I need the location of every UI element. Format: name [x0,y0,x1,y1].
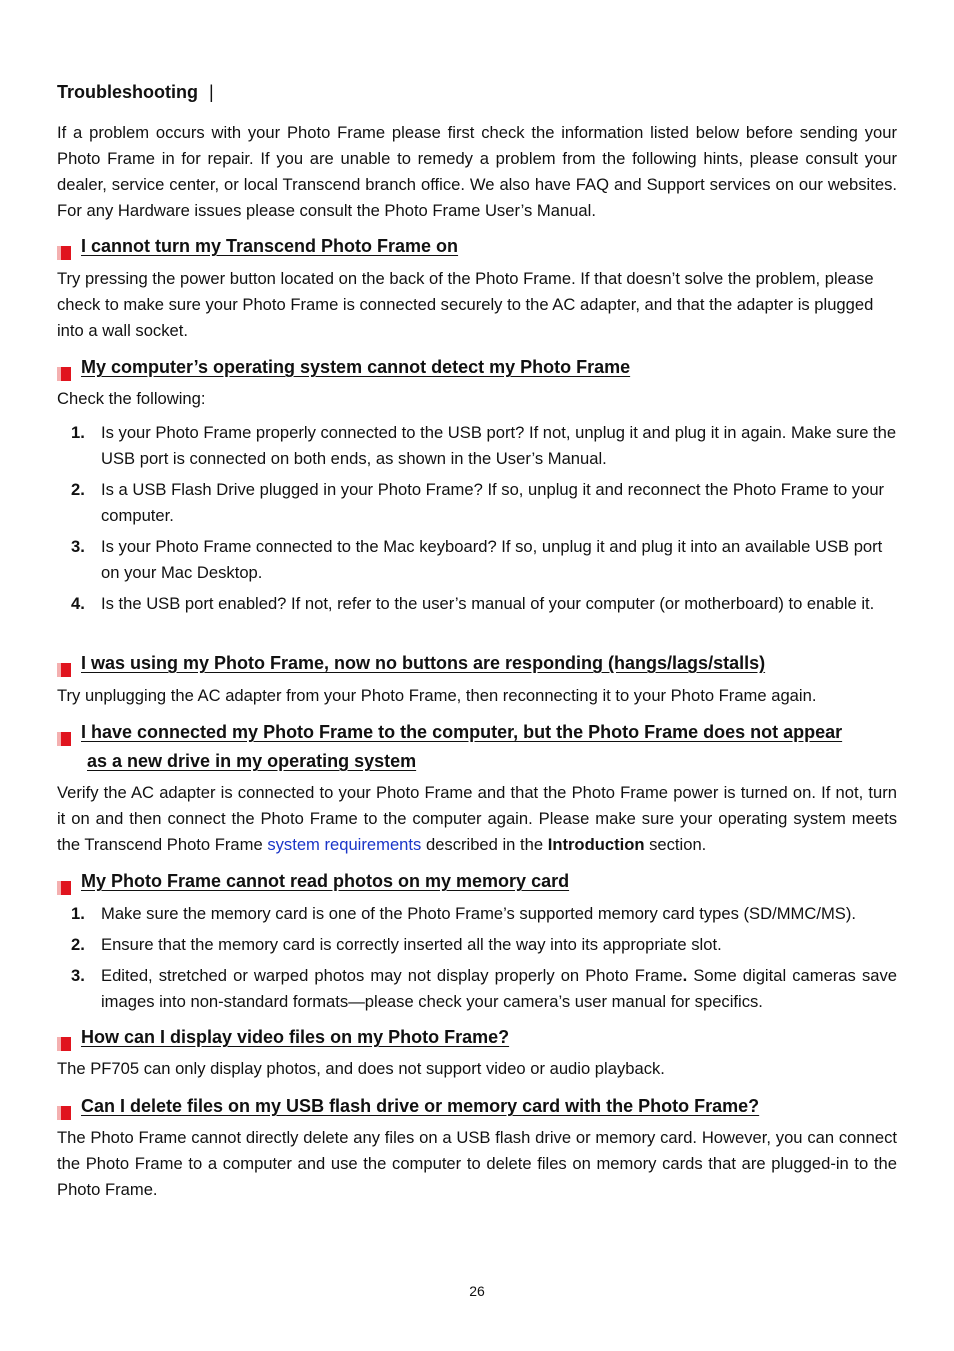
list-item [57,534,897,586]
list-item-text: Some digital cameras save images into non-standard formats—please check your camera’s user manual for specifics. [101,966,897,1011]
list-number: 4. [71,594,85,613]
list-item [57,932,897,958]
section-heading-hangs [57,649,897,678]
introduction-bold: Introduction [547,835,645,854]
list-number: 3. [71,537,85,556]
list-item-text: Is your Photo Frame properly connected to the USB port? If not, unplug it and plug it in again. Make sure the USB port is connected on both ends, as shown in the User’s Manual. [101,423,897,468]
list-number: 2. [71,480,85,499]
body-text: Verify the AC adapter is connected to your Photo Frame and that the Photo Frame power is turned on. If not, turn it on and then connect the Photo Frame to the computer again. Please make sure your operating system meets the Transcend Photo Frame [57,783,897,854]
title-text: Troubleshooting [57,82,198,102]
section-heading-video [57,1023,897,1052]
section-heading-text: I cannot turn my Transcend Photo Frame on [81,236,459,256]
title-bar: | [209,82,214,102]
red-square-bullet-icon [57,1100,71,1114]
list-number: 1. [71,423,85,442]
section-body-detect: Check the following: [57,389,206,408]
list-item-text: Is your Photo Frame connected to the Mac keyboard? If so, unplug it and plug it into an available USB port on your Mac Desktop. [101,537,883,582]
list-item [57,963,897,1015]
section-heading-text-line2: as a new drive in my operating system [87,751,417,771]
red-square-bullet-icon [57,875,71,889]
section-body-hangs: Try unplugging the AC adapter from your Photo Frame, then reconnecting it to your Photo Frame again. [57,686,817,705]
list-item [57,420,897,472]
list-item [57,901,897,927]
section-heading-delete [57,1092,897,1121]
list-number: 2. [71,935,85,954]
list-item-text: Ensure that the memory card is correctly inserted all the way into its appropriate slot. [101,935,722,954]
section-body-power: Try pressing the power button located on the back of the Photo Frame. If that doesn’t solve the problem, please check to make sure your Photo Frame is connected securely to the AC adapter, and that the adapter is plugged into a wall socket. [57,269,874,340]
section-heading-new-drive [57,718,897,776]
section-heading-memory-card [57,867,897,896]
list-item-text: Edited, stretched or warped photos may not display properly on Photo Frame [101,966,683,985]
list-item-bold: . [682,966,688,985]
red-square-bullet-icon [57,1031,71,1045]
list-item-text: Is the USB port enabled? If not, refer to the user’s manual of your computer (or motherboard) to enable it. [101,594,875,613]
section-heading-text: Can I delete files on my USB flash drive or memory card with the Photo Frame? [81,1096,760,1116]
body-text: described in the [421,835,548,854]
section-body-delete: The Photo Frame cannot directly delete any files on a USB flash drive or memory card. However, you can connect the Photo Frame to a computer and use the computer to delete files on memory cards that are plugged-in to the Photo Frame. [57,1128,897,1199]
section-heading-text: My computer’s operating system cannot detect my Photo Frame [81,357,631,377]
red-square-bullet-icon [57,240,71,254]
section-heading-power [57,232,897,261]
red-square-bullet-icon [57,361,71,375]
section-heading-detect [57,353,897,382]
list-item [57,477,897,529]
list-item-text: Is a USB Flash Drive plugged in your Photo Frame? If so, unplug it and reconnect the Photo Frame to your computer. [101,480,885,525]
page-number: 26 [469,1283,485,1299]
list-number: 3. [71,966,85,985]
detect-checklist [57,420,897,622]
red-square-bullet-icon [57,726,71,740]
section-heading-text: How can I display video files on my Photo Frame? [81,1027,510,1047]
section-body-new-drive [57,780,897,858]
list-number: 1. [71,904,85,923]
section-heading-text: I was using my Photo Frame, now no buttons are responding (hangs/lags/stalls) [81,653,766,673]
list-item [57,591,897,617]
section-body-video: The PF705 can only display photos, and does not support video or audio playback. [57,1059,665,1078]
body-text: section. [644,835,707,854]
page-title [57,82,214,103]
list-item-text: Make sure the memory card is one of the Photo Frame’s supported memory card types (SD/MMC/MS). [101,904,856,923]
intro-paragraph: If a problem occurs with your Photo Frame please first check the information listed below before sending your Photo Frame in for repair. If you are unable to remedy a problem from the following hints, please consult your dealer, service center, or local Transcend branch office. We also have FAQ and Support services on our websites. For any Hardware issues please consult the Photo Frame User’s Manual. [57,123,897,220]
section-heading-text-line1: I have connected my Photo Frame to the computer, but the Photo Frame does not appear [81,722,843,742]
red-square-bullet-icon [57,657,71,671]
memory-card-checklist [57,901,897,1020]
system-requirements-link[interactable]: system requirements [267,835,422,854]
section-heading-text: My Photo Frame cannot read photos on my memory card [81,871,570,891]
